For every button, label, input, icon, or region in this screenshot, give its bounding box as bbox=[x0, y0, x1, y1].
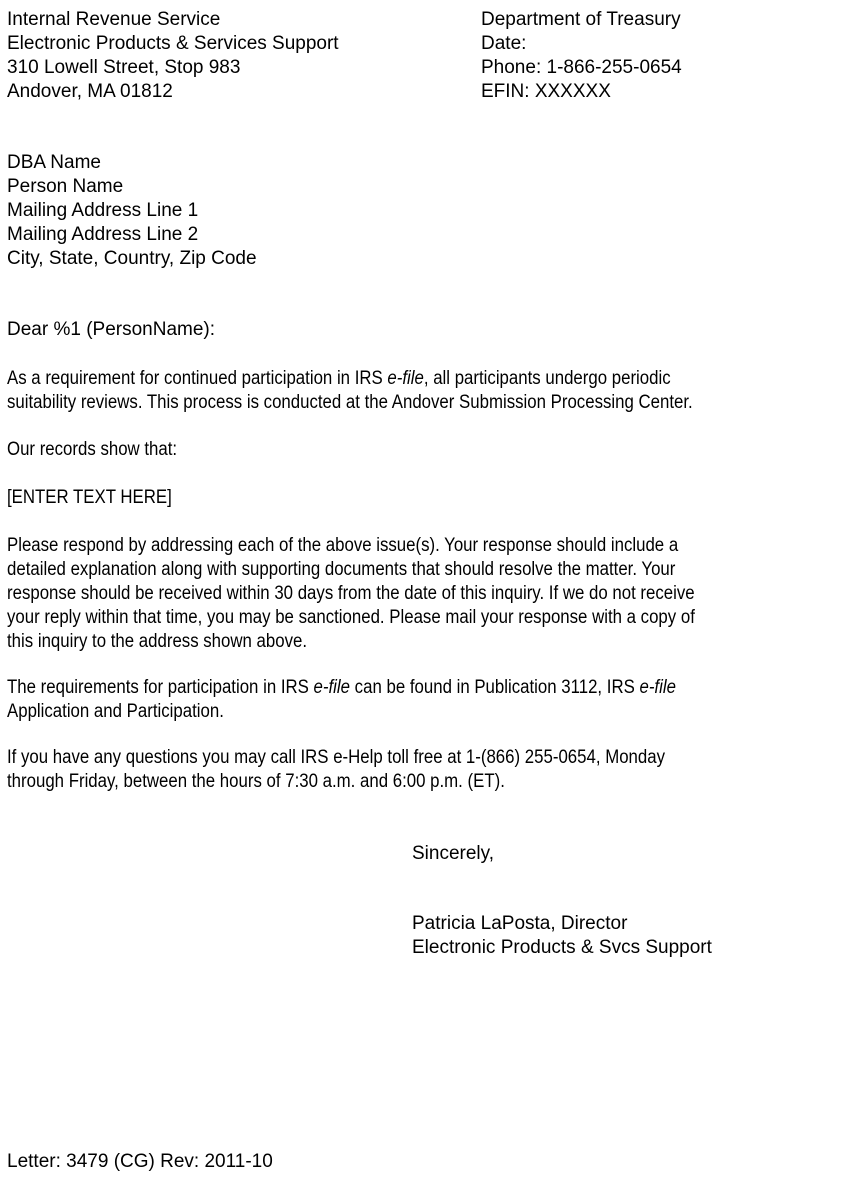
efin-number: EFIN: XXXXXX bbox=[481, 81, 611, 102]
paragraph-requirements bbox=[7, 676, 864, 724]
sender-city: Andover, MA 01812 bbox=[7, 81, 173, 102]
paragraph-participation bbox=[7, 367, 864, 415]
recipient-city-state-zip: City, State, Country, Zip Code bbox=[7, 248, 257, 269]
recipient-address-line-1: Mailing Address Line 1 bbox=[7, 200, 199, 221]
sender-address bbox=[7, 8, 339, 104]
sender-division: Electronic Products & Services Support bbox=[7, 33, 339, 54]
efile-term: e-file bbox=[313, 677, 351, 698]
paragraph-line: Our records show that: bbox=[7, 439, 178, 460]
salutation-text: Dear %1 (PersonName): bbox=[7, 319, 216, 340]
paragraph-line: suitability reviews. This process is conducted at the Andover Submission Processing Center. bbox=[7, 392, 693, 413]
paragraph-line: Please respond by addressing each of the above issue(s). Your response should include a bbox=[7, 535, 679, 556]
recipient-person-name: Person Name bbox=[7, 176, 124, 197]
paragraph-line: through Friday, between the hours of 7:30 a.m. and 6:00 p.m. (ET). bbox=[7, 771, 505, 792]
letter-id: Letter: 3479 (CG) Rev: 2011-10 bbox=[7, 1151, 273, 1172]
paragraph-line: detailed explanation along with supporting documents that should resolve the matter. Your bbox=[7, 559, 676, 580]
paragraph-line: Application and Participation. bbox=[7, 701, 224, 722]
signature-block bbox=[412, 912, 712, 960]
sender-street: 310 Lowell Street, Stop 983 bbox=[7, 57, 241, 78]
paragraph-line: your reply within that time, you may be sanctioned. Please mail your response with a copy of bbox=[7, 607, 695, 628]
valediction-text: Sincerely, bbox=[412, 843, 495, 864]
paragraph-contact bbox=[7, 746, 864, 794]
phone-number: Phone: 1-866-255-0654 bbox=[481, 57, 682, 78]
enter-text-placeholder: [ENTER TEXT HERE] bbox=[7, 487, 172, 508]
paragraph-placeholder bbox=[7, 486, 864, 510]
recipient-dba-name: DBA Name bbox=[7, 152, 101, 173]
header-info bbox=[481, 8, 682, 104]
efile-term: e-file bbox=[639, 677, 676, 698]
text-run: can be found in Publication 3112, IRS bbox=[350, 677, 640, 698]
sender-agency: Internal Revenue Service bbox=[7, 9, 221, 30]
paragraph-records bbox=[7, 438, 864, 462]
efile-term: e-file bbox=[387, 368, 424, 389]
paragraph-line: response should be received within 30 days from the date of this inquiry. If we do not receive bbox=[7, 583, 695, 604]
salutation bbox=[7, 318, 215, 342]
recipient-address bbox=[7, 151, 257, 271]
letter-footer bbox=[7, 1150, 273, 1174]
valediction bbox=[412, 842, 494, 866]
date-label: Date: bbox=[481, 33, 527, 54]
paragraph-line: If you have any questions you may call IRS e-Help toll free at 1-(866) 255-0654, Monday bbox=[7, 747, 666, 768]
paragraph-response-instructions bbox=[7, 534, 864, 654]
signer-organization: Electronic Products & Svcs Support bbox=[412, 937, 712, 958]
paragraph-line: this inquiry to the address shown above. bbox=[7, 631, 308, 652]
text-run: The requirements for participation in IRS bbox=[7, 677, 314, 698]
signer-name: Patricia LaPosta, Director bbox=[412, 913, 628, 934]
paragraph-line bbox=[7, 367, 864, 391]
department-name: Department of Treasury bbox=[481, 9, 681, 30]
recipient-address-line-2: Mailing Address Line 2 bbox=[7, 224, 199, 245]
paragraph-line bbox=[7, 676, 864, 700]
text-run: As a requirement for continued participation in IRS bbox=[7, 368, 388, 389]
text-run: , all participants undergo periodic bbox=[423, 368, 671, 389]
